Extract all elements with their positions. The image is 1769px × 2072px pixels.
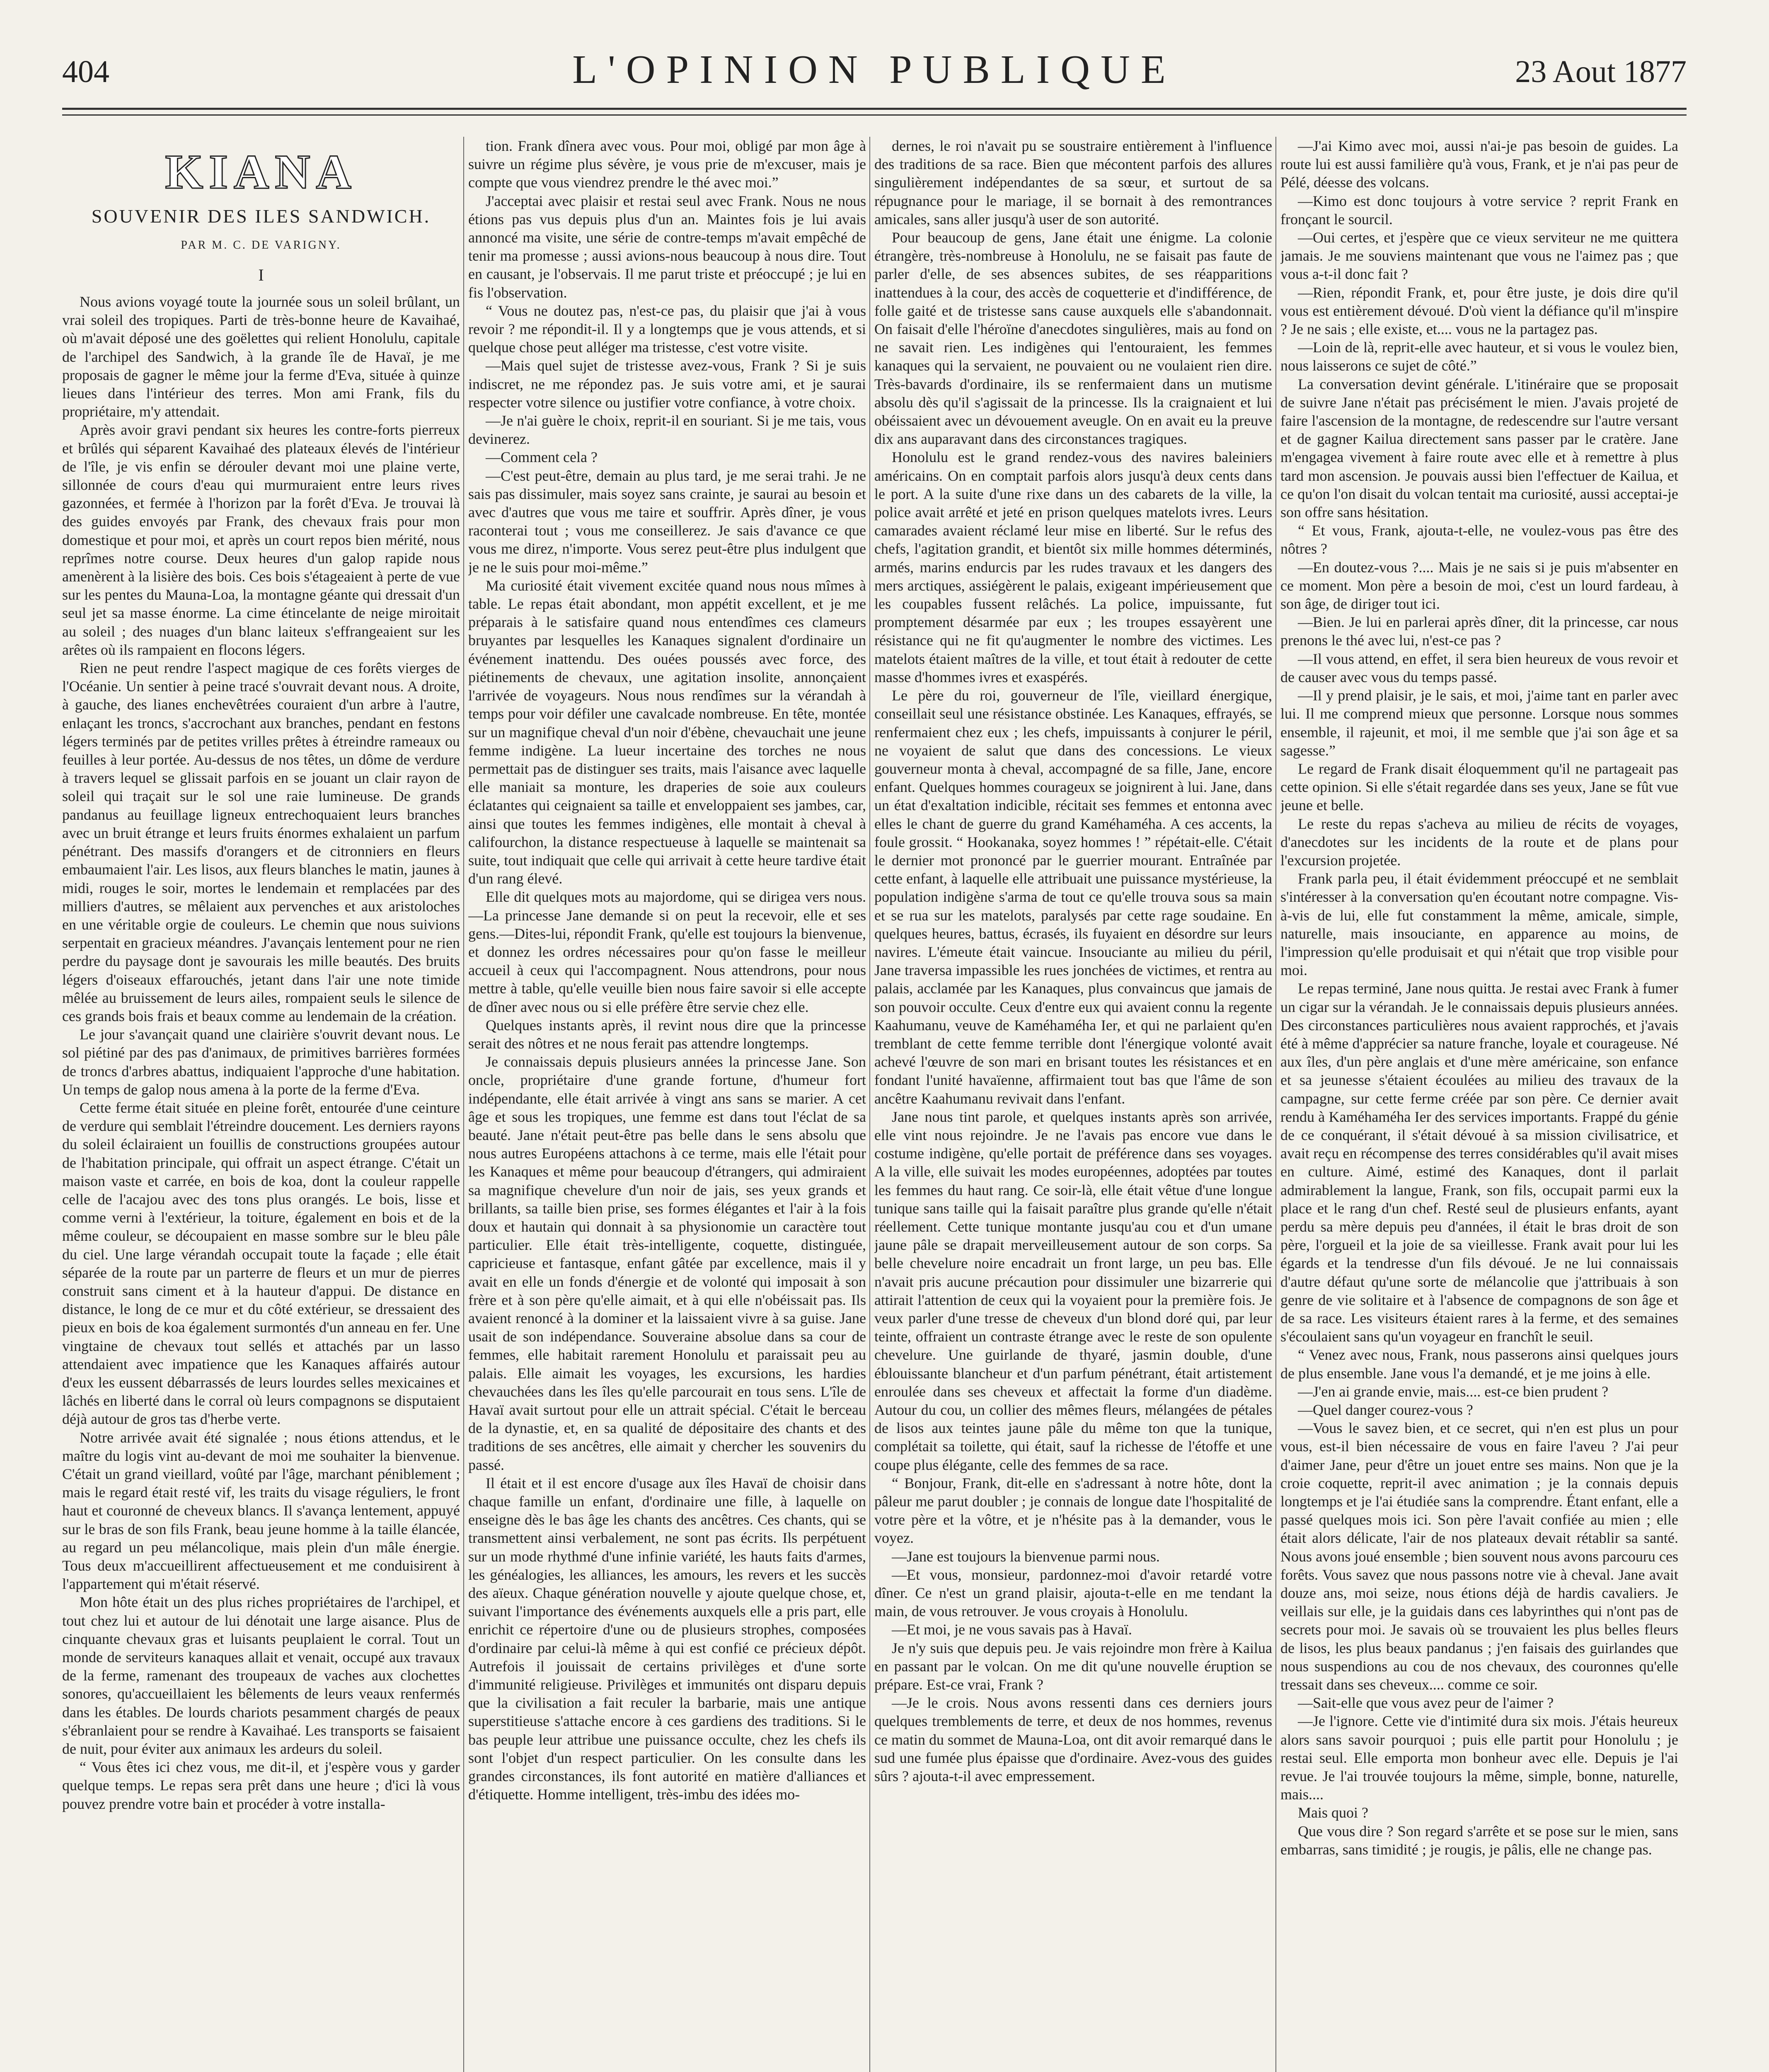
- issue-date: 23 Aout 1877: [1515, 54, 1687, 89]
- header-rule: [62, 108, 1687, 110]
- paragraph: Le père du roi, gouverneur de l'île, vieillard énergique, conseillait seul une résistance obstinée. Les Kanaques, effrayés, se renfermaient chez eux ; les chefs, impuissants à conjurer le péril, ne voyaient de salut que dans des concessions. Le vieux gouverneur monta à cheval, accompagné de sa fille, Jane, encore enfant. Quelques hommes courageux se joignirent à lui. Jane, dans un état d'exaltation indicible, récitait ses femmes et entonna avec elles le chant de guerre du grand Kaméhaméha. A ces accents, la foule grossit. “ Hookanaka, soyez hommes ! ” répétait-elle. C'était le dernier mot prononcé par le guerrier mourant. Entraînée par cette enfant, à laquelle elle attribuait une puissance mystérieuse, la population indigène s'arma de tout ce qu'elle trouva sous sa main et se rua sur les matelots, paralysés par cette rage soudaine. En quelques heures, battus, écrasés, ils fuyaient en désordre sur leurs navires. L'émeute était vaincue. Insouciante au milieu du péril, Jane traversa impassible les rues jonchées de victimes, et rentra au palais, acclamée par les Kanaques, plus convaincus que jamais de son pouvoir occulte. Ceux d'entre eux qui avaient connu la regente Kaahumanu, veuve de Kaméhaméha Ier, et qui ne parlaient qu'en tremblant de cette femme terrible dont l'énergique volonté avait achevé l'œuvre de son mari en brisant toutes les résistances et en fondant l'unité havaïenne, affirmaient tout bas que l'âme de son ancêtre Kaahumanu revivait dans l'enfant.: [874, 687, 1272, 1107]
- paragraph: Rien ne peut rendre l'aspect magique de ces forêts vierges de l'Océanie. Un sentier à peine tracé s'ouvrait devant nous. A droite, à gauche, des lianes enchevêtrées couraient d'un arbre à l'autre, enlaçant les troncs, s'accrochant aux branches, pendant en festons légers terminés par de petites vrilles prêtes à étreindre rameaux ou feuilles à leur portée. Au-dessus de nos têtes, un dôme de verdure à travers lequel se glissait parfois en se jouant un clair rayon de soleil qui traçait sur le sol une raie lumineuse. De grands pandanus au feuillage ligneux entrechoquaient leurs branches avec un bruit étrange et leurs fruits énormes exhalaient un parfum pénétrant. Des massifs d'orangers et de citronniers en fleurs embaumaient l'air. Les lisos, aux fleurs blanches le matin, jaunes à midi, rouges le soir, mortes le lendemain et remplacées par des milliers d'autres, se mêlaient aux pervenches et aux aristoloches en une véritable orgie de couleurs. Le chemin que nous suivions serpentait en gracieux méandres. J'avançais lentement pour ne rien perdre du paysage dont je savourais les mille beautés. Des bruits légers d'oiseaux effarouchés, jetant dans l'air une note timide mêlée au bruissement de leurs ailes, rompaient seuls le silence de ces grands bois frais et beaux comme au lendemain de la création.: [62, 660, 460, 1024]
- paragraph: —Je l'ignore. Cette vie d'intimité dura six mois. J'étais heureux alors sans savoir pourquoi ; puis elle partit pour Honolulu ; je restai seul. Elle emporta mon bonheur avec elle. Depuis je l'ai revue. Je l'ai trouvée toujours la même, simple, bonne, naturelle, mais....: [1280, 1713, 1678, 1803]
- paragraph: —En doutez-vous ?.... Mais je ne sais si je puis m'absenter en ce moment. Mon père a besoin de moi, c'est un lourd fardeau, à son âge, de diriger tout ici.: [1280, 559, 1678, 612]
- byline: PAR M. C. DE VARIGNY.: [181, 239, 341, 252]
- paragraph: —Mais quel sujet de tristesse avez-vous, Frank ? Si je suis indiscret, ne me répondez pas. Je suis votre ami, et je saurai respecter votre silence ou justifier votre confiance, à votre choix.: [468, 357, 866, 411]
- paragraph: Mon hôte était un des plus riches propriétaires de l'archipel, et tout chez lui et autour de lui dénotait une large aisance. Plus de cinquante chevaux gras et luisants peuplaient le corral. Tout un monde de serviteurs kanaques allait et venait, occupé aux travaux de la ferme, ramenant des troupeaux de vaches aux clochettes sonores, qu'accueillaient les bêlements de leurs veaux renfermés dans les étables. De lourds chariots pesamment chargés de peaux s'ébranlaient pour se rendre à Kavaihaé. Les transports se faisaient de nuit, pour éviter aux animaux les ardeurs du soleil.: [62, 1594, 460, 1757]
- column-divider: [869, 137, 870, 2072]
- paragraph: —Jane est toujours la bienvenue parmi nous.: [892, 1548, 1160, 1565]
- paragraph: Nous avions voyagé toute la journée sous un soleil brûlant, un vrai soleil des tropiques. Parti de très-bonne heure de Kavaihaé, où m'avait déposé une des goëlettes qui relient Honolulu, capitale de l'archipel des Sandwich, à la grande île de Havaï, je me proposais de gagner le même jour la ferme d'Eva, située à quinze lieues dans l'intérieur des terres. Mon ami Frank, fils du propriétaire, m'y attendait.: [62, 293, 460, 420]
- paragraph: —Il vous attend, en effet, il sera bien heureux de vous revoir et de causer avec vous du temps passé.: [1280, 650, 1678, 685]
- story-subtitle: SOUVENIR DES ILES SANDWICH.: [91, 206, 431, 227]
- paragraph: Après avoir gravi pendant six heures les contre-forts pierreux et brûlés qui séparent Kavaihaé des plateaux élevés de l'intérieur de l'île, je vis enfin se dérouler devant moi une plaine verte, sillonnée de cours d'eau qui murmuraient entre leurs rives gazonnées, et fermée à l'horizon par la forêt d'Eva. Je trouvai là des guides envoyés par Frank, des chevaux frais pour mon domestique et pour moi, et après un court repos bien mérité, nous reprîmes notre course. Deux heures d'un galop rapide nous amenèrent à la lisière des bois. Ces bois s'étageaient à perte de vue sur les pentes du Mauna-Loa, la montagne géante qui dressait d'un seul jet sa masse énorme. La cime étincelante de neige miroitait au soleil ; des nuages d'un blanc laiteux s'effrangeaient sur les arêtes où ils rampaient en flocons légers.: [62, 421, 460, 658]
- paragraph: —Comment cela ?: [486, 449, 598, 466]
- paragraph: Je connaissais depuis plusieurs années la princesse Jane. Son oncle, propriétaire d'une grande fortune, d'humeur fort indépendante, elle était arrivée à vingt ans sans se marier. A cet âge et sous les tropiques, une femme est dans tout l'éclat de sa beauté. Jane n'était peut-être pas belle dans le sens absolu que nous autres Européens attachons à ce terme, mais elle l'était pour les Kanaques et même pour beaucoup d'étrangers, qui admiraient sa magnifique chevelure d'un noir de jais, ses yeux grands et brillants, sa taille bien prise, ses formes élégantes et l'air à la fois doux et hautain qui donnait à sa physionomie un caractère tout particulier. Elle était très-intelligente, coquette, distinguée, capricieuse et fantasque, enfant gâtée par excellence, mais il y avait en elle un fonds d'énergie et de volonté qui imposait à son frère et à son père qu'elle aimait, et à qui elle n'obéissait pas. Ils avaient renoncé à la dominer et la laissaient vivre à sa guise. Jane usait de son indépendance. Souveraine absolue dans sa cour de femmes, elle habitait rarement Honolulu et paraissait peu au palais. Elle aimait les voyages, les excursions, les hardies chevauchées dans les îles qu'elle parcourait en tous sens. L'île de Havaï avait surtout pour elle un attrait spécial. C'était le berceau de la dynastie, et, en sa qualité de dépositaire des chants et des traditions de ses ancêtres, elle aimait y chercher les souvenirs du passé.: [468, 1053, 866, 1473]
- paragraph: —Oui certes, et j'espère que ce vieux serviteur ne me quittera jamais. Je me souviens maintenant que vous ne l'aimez pas ; que vous a-t-il donc fait ?: [1280, 229, 1678, 283]
- paragraph: Mais quoi ?: [1298, 1804, 1368, 1821]
- paragraph: La conversation devint générale. L'itinéraire que se proposait de suivre Jane n'était pas précisément le mien. J'avais projeté de faire l'ascension de la montagne, de redescendre sur l'autre versant et de gagner Kailua directement sans passer par le cratère. Jane m'engagea vivement à faire route avec elle et à remettre à plus tard mon ascension. Je pouvais aussi bien l'effectuer de Kailua, et ce qu'on l'on disait du volcan tentait ma curiosité, aussi acceptai-je son offre sans hésitation.: [1280, 375, 1678, 521]
- paragraph: Cette ferme était située en pleine forêt, entourée d'une ceinture de verdure qui semblait l'étreindre doucement. Les derniers rayons du soleil éclairaient un fouillis de constructions groupées autour de l'habitation principale, qui offrait un aspect étrange. C'était un maison vaste et carrée, en bois de koa, dont la couleur rappelle celle de l'acajou avec des tons plus orangés. Le bois, lisse et comme verni à l'extérieur, la toiture, également en bois et de la même couleur, se découpaient en masse sombre sur le bleu pâle du ciel. Une large vérandah occupait toute la façade ; elle était séparée de la route par un parterre de fleurs et un mur de pierres construit sans ciment et à la hauteur d'appui. De distance en distance, le long de ce mur et du côté extérieur, se dressaient des pieux en bois de koa également surmontés d'un anneau en fer. Une vingtaine de chevaux tout sellés et attachés par un lasso attendaient avec impatience que les Kanaques affairés autour d'eux les eussent débarrassés de leurs lourdes selles mexicaines et lâchés en liberté dans le corral où leurs compagnons se disputaient déjà autour de gros tas d'herbe verte.: [62, 1099, 460, 1428]
- paragraph: —J'en ai grande envie, mais.... est-ce bien prudent ?: [1298, 1383, 1609, 1400]
- paragraph: “ Vous ne doutez pas, n'est-ce pas, du plaisir que j'ai à vous revoir ? me répondit-il. Il y a longtemps que je vous attends, et si quelque chose peut alléger ma tristesse, c'est votre visite.: [468, 302, 866, 356]
- paragraph: —Loin de là, reprit-elle avec hauteur, et si vous le voulez bien, nous laisserons ce sujet de côté.”: [1280, 339, 1678, 374]
- paragraph: —Quel danger courez-vous ?: [1298, 1402, 1473, 1418]
- paragraph: Ma curiosité était vivement excitée quand nous nous mîmes à table. Le repas était abondant, mon appétit excellent, et je me préparais à le satisfaire quand nous entendîmes ces clameurs bruyantes par lesquelles les Kanaques signalent d'ordinaire un événement inattendu. Des ouées poussés avec force, des piétinements de chevaux, une agitation insolite, annonçaient l'arrivée de voyageurs. Nous nous rendîmes sur la vérandah à temps pour voir défiler une cavalcade nombreuse. En tête, montée sur un magnifique cheval d'un noir d'ébène, chevauchait une jeune femme indigène. La lueur incertaine des torches ne nous permettait pas de distinguer ses traits, mais l'aisance avec laquelle elle maniait sa monture, les draperies de soie aux couleurs éclatantes qui ceignaient sa taille et enveloppaient ses jambes, car, ainsi que toutes les femmes indigènes, elle montait à cheval à califourchon, la distance respectueuse à laquelle se maintenait sa suite, tout indiquait que celle qui arrivait à cette heure tardive était d'un rang élevé.: [468, 577, 866, 887]
- paragraph: Que vous dire ? Son regard s'arrête et se pose sur le mien, sans embarras, sans timidité ; je rougis, je pâlis, elle ne change pas.: [1280, 1823, 1678, 1858]
- paragraph: dernes, le roi n'avait pu se soustraire entièrement à l'influence des traditions de sa race. Bien que mécontent parfois des allures singulièrement indépendantes de sa sœur, et surtout de sa répugnance pour le mariage, il se bornait à des remontrances amicales, sans aller jusqu'à user de son autorité.: [874, 138, 1272, 228]
- paragraph: —Il y prend plaisir, je le sais, et moi, j'aime tant en parler avec lui. Il me comprend mieux que personne. Lorsque nous sommes ensemble, il rajeunit, et moi, il me semble que j'ai son âge et sa sagesse.”: [1280, 687, 1678, 759]
- paragraph: J'acceptai avec plaisir et restai seul avec Frank. Nous ne nous étions pas vus depuis plus d'un an. Maintes fois je lui avais annoncé ma visite, une série de contre-temps m'avait empêché de tenir ma promesse ; aussi avions-nous beaucoup à nous dire. Tout en causant, je l'observais. Il me parut triste et préoccupé ; je lui en fis l'observation.: [468, 192, 866, 301]
- paragraph: Je n'y suis que depuis peu. Je vais rejoindre mon frère à Kailua en passant par le volcan. On me dit qu'une nouvelle éruption se prépare. Est-ce vrai, Frank ?: [874, 1639, 1272, 1693]
- column-divider: [463, 137, 464, 2072]
- paragraph: —Je n'ai guère le choix, reprit-il en souriant. Si je me tais, vous devinerez.: [468, 412, 866, 448]
- column-3-text: [874, 137, 1272, 1785]
- journal-title: L'OPINION PUBLIQUE: [572, 47, 1176, 92]
- column-divider: [1275, 137, 1276, 2072]
- paragraph: —Vous le savez bien, et ce secret, qui n'en est plus un pour vous, est-il bien nécessaire de vous en faire l'aveu ? J'ai peur d'aimer Jane, peur d'être un jouet entre ses mains. Non que je la croie coquette, reprit-il avec animation ; je la connais depuis longtemps et je l'ai étudiée sans la comprendre. Étant enfant, elle a passé quelques mois ici. Son père l'avait confiée au mien ; elle était alors délicate, l'air de nos plateaux devait rétablir sa santé. Nous avons joué ensemble ; bien souvent nous avons parcouru ces forêts. Vous savez que nous passons notre vie à cheval. Jane avait douze ans, moi seize, nous étions déjà de hardis cavaliers. Je veillais sur elle, je la guidais dans ces labyrinthes qui n'ont pas de secrets pour moi. Je savais où se trouvaient les plus belles fleurs de lisos, les plus beaux pandanus ; j'en faisais des guirlandes que nous suspendions au cou de nos chevaux, des couronnes qu'elle tressait dans ses cheveux.... comme ce soir.: [1280, 1420, 1678, 1693]
- column-2: [468, 137, 866, 2072]
- paragraph: Pour beaucoup de gens, Jane était une énigme. La colonie étrangère, très-nombreuse à Honolulu, ne se faisait pas faute de parler d'elle, de ses absences subites, de ses réapparitions inattendues à la cour, des accès de coquetterie et d'indifférence, de folle gaité et de tristesse sans cause auxquels elle s'abandonnait. On faisait d'elle l'héroïne d'anecdotes singulières, mais au fond on ne savait rien. Les indigènes qui l'entouraient, les femmes kanaques qui la servaient, ne pouvaient ou ne voulaient rien dire. Très-bavards d'ordinaire, ils se renfermaient dans un mutisme absolu dès qu'il s'agissait de la princesse. Ils la craignaient et lui obéissaient avec un dévouement aveugle. On en avait eu la preuve dix ans auparavant dans des circonstances tragiques.: [874, 229, 1272, 448]
- paragraph: —Bien. Je lui en parlerai après dîner, dit la princesse, car nous prenons le thé avec lui, n'est-ce pas ?: [1280, 614, 1678, 649]
- paragraph: “ Vous êtes ici chez vous, me dit-il, et j'espère vous y garder quelque temps. Le repas sera prêt dans une heure ; d'ici là vous pouvez prendre votre bain et procéder à votre installa-: [62, 1759, 460, 1812]
- column-1-text: [62, 293, 460, 1813]
- paragraph: Elle dit quelques mots au majordome, qui se dirigea vers nous.—La princesse Jane demande si on peut la recevoir, elle et ses gens.—Dites-lui, répondit Frank, qu'elle est toujours la bienvenue, et donnez les ordres nécessaires pour qu'on fasse le meilleur accueil à ceux qui l'accompagnent. Nous attendrons, pour nous mettre à table, qu'elle veuille bien nous faire savoir si elle accepte de dîner avec nous ou si elle préfère être servie chez elle.: [468, 888, 866, 1015]
- paragraph: —Et moi, je ne vous savais pas à Havaï.: [892, 1621, 1132, 1638]
- paragraph: —C'est peut-être, demain au plus tard, je me serai trahi. Je ne sais pas dissimuler, mais soyez sans crainte, je saurai au besoin et avec d'autres que vous me taire et souffrir. Après dîner, je vous raconterai tout ; vous me conseillerez. Je sais d'avance ce que vous me direz, n'importe. Vous serez peut-être plus indulgent que je ne le suis pour moi-même.”: [468, 467, 866, 576]
- paragraph: —Sait-elle que vous avez peur de l'aimer ?: [1298, 1694, 1554, 1711]
- paragraph: Le repas terminé, Jane nous quitta. Je restai avec Frank à fumer un cigar sur la vérandah. Je le connaissais depuis plusieurs années. Des circonstances particulières nous avaient rapprochés, et j'avais été à même d'apprécier sa nature franche, loyale et courageuse. Né aux îles, d'un père anglais et d'une mère américaine, son enfance et sa jeunesse s'étaient écoulées au milieu des travaux de la campagne, sur cette ferme créée par son père. Ce dernier avait rendu à Kaméhaméha Ier des services importants. Frappé du génie de ce conquérant, il s'était dévoué à sa mission civilisatrice, et avait reçu en récompense des terres considérables qu'il avait mises en culture. Aimé, estimé des Kanaques, dont il parlait admirablement la langue, Frank, son fils, occupait parmi eux la place et le rang d'un chef. Resté seul de plusieurs enfants, ayant perdu sa mère depuis peu d'années, il était le bras droit de son père, l'orgueil et la joie de sa vieillesse. Frank avait pour lui les égards et la tendresse d'un fils dévoué. Je ne lui connaissais d'autre défaut qu'une sorte de mélancolie que j'attribuais à son genre de vie solitaire et à l'absence de compagnons de son âge et de sa race. Les visiteurs étaient rares à la ferme, et des semaines s'écoulaient sans qu'un voyageur en franchît le seuil.: [1280, 980, 1678, 1345]
- paragraph: —Kimo est donc toujours à votre service ? reprit Frank en fronçant le sourcil.: [1280, 192, 1678, 228]
- paragraph: tion. Frank dînera avec vous. Pour moi, obligé par mon âge à suivre un régime plus sévère, je vous prie de m'excuser, mais je compte que vous viendrez prendre le thé avec moi.”: [468, 138, 866, 191]
- column-4-text: [1280, 137, 1678, 1859]
- paragraph: Quelques instants après, il revint nous dire que la princesse serait des nôtres et ne nous ferait pas attendre longtemps.: [468, 1017, 866, 1052]
- paragraph: Notre arrivée avait été signalée ; nous étions attendus, et le maître du logis vint au-devant de moi me souhaiter la bienvenue. C'était un grand vieillard, voûté par l'âge, marchant péniblement ; mais le regard était resté vif, les traits du visage réguliers, le front haut et couronné de cheveux blancs. Il s'avança lentement, appuyé sur le bras de son fils Frank, beau jeune homme à la taille élancée, au regard un peu mélancolique, mais plein d'un mâle énergie. Tous deux m'accueillirent affectueusement et me conduisirent à l'appartement qui m'était réservé.: [62, 1429, 460, 1593]
- paragraph: Le jour s'avançait quand une clairière s'ouvrit devant nous. Le sol piétiné par des pas d'animaux, de primitives barrières formées de troncs d'arbres abattus, indiquaient l'approche d'une habitation. Un temps de galop nous amena à la porte de la ferme d'Eva.: [62, 1026, 460, 1098]
- paragraph: Jane nous tint parole, et quelques instants après son arrivée, elle vint nous rejoindre. Je ne l'avais pas encore vue dans le costume indigène, qu'elle portait de préférence dans ses voyages. A la ville, elle suivait les modes européennes, adoptées par toutes les femmes du haut rang. Ce soir-là, elle était vêtue d'une longue tunique sans taille qui la faisait paraître plus grande qu'elle n'était réellement. Cette tunique montante jusqu'au cou et d'un umane jaune pâle se drapait merveilleusement autour de son corps. Sa belle chevelure noire encadrait un front large, un peu bas. Elle n'avait pris aucune précaution pour dissimuler une bizarrerie qui attirait l'attention de ceux qui la voyaient pour la première fois. Je veux parler d'une tresse de cheveux d'un blond doré qui, par leur teinte, offraient un contraste étrange avec le reste de son opulente chevelure. Une guirlande de thyaré, jasmin double, d'une éblouissante blancheur et d'un parfum pénétrant, était artistement enroulée dans ses cheveux et affectait la forme d'un diadème. Autour du cou, un collier des mêmes fleurs, mélangées de pétales de lisos aux teintes jaune pâle du même ton que la tunique, complétait sa toilette, qui était, sauf la richesse de l'étoffe et une coupe plus élégante, celle des femmes de sa race.: [874, 1108, 1272, 1473]
- paragraph: —Je le crois. Nous avons ressenti dans ces derniers jours quelques tremblements de terre, et deux de nos hommes, revenus ce matin du sommet de Mauna-Loa, ont dit avoir remarqué dans le sud une fumée plus épaisse que d'ordinaire. Avez-vous des guides sûrs ? ajouta-t-il avec empressement.: [874, 1694, 1272, 1785]
- paragraph: Le regard de Frank disait éloquemment qu'il ne partageait pas cette opinion. Si elle s'était regardée dans ses yeux, Jane se fût vue jeune et belle.: [1280, 760, 1678, 814]
- paragraph: “ Venez avec nous, Frank, nous passerons ainsi quelques jours de plus ensemble. Jane vous l'a demandé, et je me joins à elle.: [1280, 1346, 1678, 1382]
- column-2-text: [468, 137, 866, 1803]
- running-head: [62, 0, 1687, 104]
- paragraph: “ Bonjour, Frank, dit-elle en s'adressant à notre hôte, dont la pâleur me parut doubler ; je connais de longue date l'hospitalité de votre père et la vôtre, et je n'hésite pas à la demander, vous le voyez.: [874, 1474, 1272, 1547]
- paragraph: —J'ai Kimo avec moi, aussi n'ai-je pas besoin de guides. La route lui est aussi familière qu'à vous, Frank, et je n'ai pas peur de Pélé, déesse des volcans.: [1280, 138, 1678, 191]
- paragraph: “ Et vous, Frank, ajouta-t-elle, ne voulez-vous pas être des nôtres ?: [1280, 522, 1678, 557]
- paragraph: Honolulu est le grand rendez-vous des navires baleiniers américains. On en comptait parfois alors jusqu'à deux cents dans le port. A la suite d'une rixe dans un des cabarets de la ville, la police avait arrêté et jeté en prison quelques matelots ivres. Leurs camarades avaient réclamé leur mise en liberté. Sur le refus des chefs, l'agitation grandit, et bientôt six mille hommes déterminés, armés, marins endurcis par les rudes travaux et les dangers des mers arctiques, assiégèrent le palais, exigeant impérieusement que les coupables fussent relâchés. La police, impuissante, fut promptement désarmée par eux ; les troupes essayèrent une résistance qui ne fit qu'augmenter le nombre des victimes. Les matelots étaient maîtres de la ville, et tout était à redouter de cette masse d'hommes ivres et exaspérés.: [874, 449, 1272, 685]
- column-3: [874, 137, 1272, 2072]
- story-title: KIANA: [165, 145, 357, 199]
- paragraph: Le reste du repas s'acheva au milieu de récits de voyages, d'anecdotes sur les incidents de la route et de plans pour l'excursion projetée.: [1280, 815, 1678, 869]
- header-rule-thin: [62, 114, 1687, 116]
- paragraph: —Rien, répondit Frank, et, pour être juste, je dois dire qu'il vous est entièrement dévoué. D'où vient la défiance qu'il m'inspire ? Je ne sais ; elle existe, et.... vous ne la partagez pas.: [1280, 284, 1678, 338]
- chapter-number: I: [258, 266, 264, 284]
- paragraph: —Et vous, monsieur, pardonnez-moi d'avoir retardé votre dîner. Ce n'est un grand plaisir, ajouta-t-elle en me tendant la main, de vous retrouver. Je vous croyais à Honolulu.: [874, 1566, 1272, 1620]
- page-number: 404: [62, 54, 109, 89]
- paragraph: Il était et il est encore d'usage aux îles Havaï de choisir dans chaque famille un enfant, d'ordinaire une fille, à laquelle on enseigne dès le bas âge les chants des ancêtres. Ces chants, qui se transmettent ainsi verbalement, ne sont pas écrits. Ils perpétuent sur un mode rhythmé d'une infinie variété, les hauts faits d'armes, les généalogies, les alliances, les amours, les revers et les succès des aïeux. Chaque génération nouvelle y ajoute quelque chose, et, suivant l'importance des événements auxquels elle a pris part, elle enrichit ce répertoire d'une ou de plusieurs strophes, composées d'ordinaire par celui-là même à qui est confié ce précieux dépôt. Autrefois il jouissait de certains privilèges et d'une sorte d'immunité religieuse. Privilèges et immunités ont disparu depuis que la civilisation a fait reculer la barbarie, mais une antique superstitieuse s'attache encore à ces gardiens des traditions. Si le bas peuple leur attribue une puissance occulte, chez les chefs ils sont l'objet d'un respect particulier. On les consulte dans les grandes circonstances, ils font autorité en matière d'alliances et d'étiquette. Homme intelligent, très-imbu des idées mo-: [468, 1474, 866, 1803]
- column-4: [1280, 137, 1678, 2072]
- column-1: [62, 137, 460, 2072]
- paragraph: Frank parla peu, il était évidemment préoccupé et ne semblait s'intéresser à la conversation qu'en écoutant notre compagne. Vis-à-vis de lui, elle fut constamment la même, amicale, simple, naturelle, mais insouciante, en apparence au moins, de l'impression qu'elle produisait et qui n'était que trop visible pour moi.: [1280, 870, 1678, 979]
